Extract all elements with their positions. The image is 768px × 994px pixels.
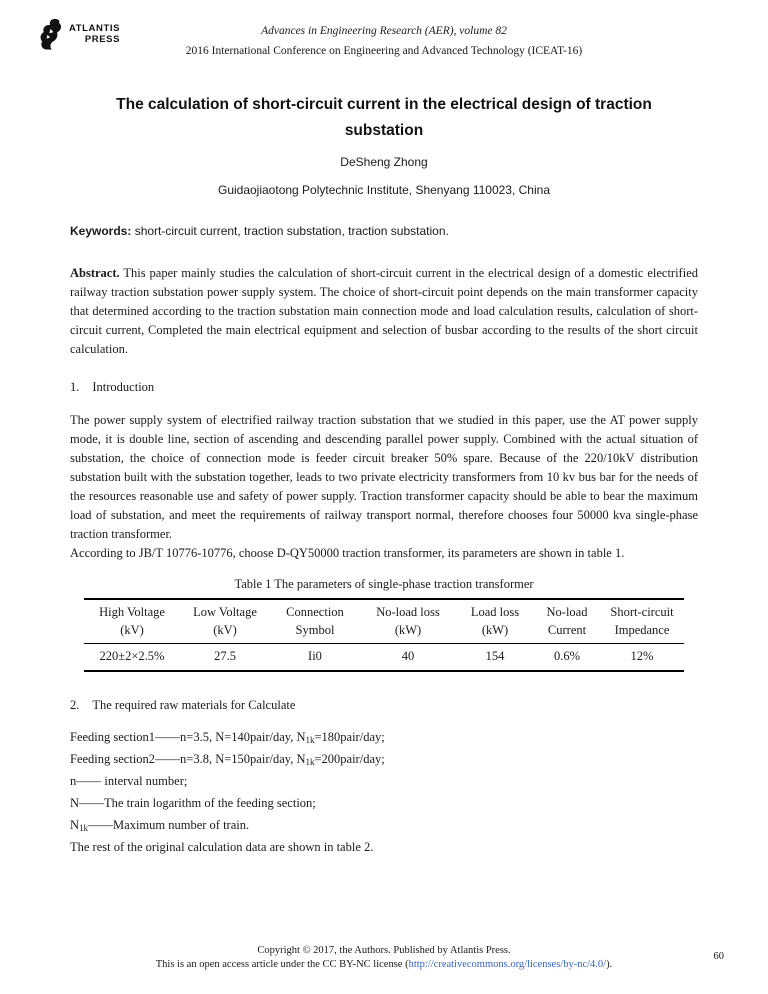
conference-title: 2016 International Conference on Engineering and Advanced Technology (ICEAT-16) <box>185 45 583 57</box>
abstract-paragraph <box>70 264 698 359</box>
column-header-low-voltage: Low Voltage (kV) <box>180 599 270 644</box>
keywords-line <box>70 224 698 238</box>
column-header-no-load-loss: No-load loss (kW) <box>360 599 456 644</box>
author-name: DeSheng Zhong <box>340 155 428 169</box>
cell-high-voltage: 220±2×2.5% <box>99 649 165 663</box>
article-content <box>70 92 698 860</box>
license-link[interactable]: http://creativecommons.org/licenses/by-nc/4.0/ <box>408 959 607 970</box>
paper-title <box>70 92 698 144</box>
copyright-line: Copyright © 2017, the Authors. Published by Atlantis Press. <box>257 945 511 956</box>
logo-wordmark <box>69 24 120 45</box>
abstract-label: Abstract. <box>70 266 120 280</box>
table-row <box>84 644 684 672</box>
definition-N-line: N——The train logarithm of the feeding section; <box>70 796 316 810</box>
abstract-text: This paper mainly studies the calculation of short-circuit current in the electrical design of a domestic electrified railway traction substation power supply system. The choice of short-circuit point depends on the main transformer capacity that determined according to the traction substation main connection mode and load calculation results, calculation of short-circuit current, Completed the main electrical equipment and selection of busbar according to the results of the short circuit calculation. <box>70 266 698 356</box>
author-affiliation: Guidaojiaotong Polytechnic Institute, Shenyang 110023, China <box>217 183 550 197</box>
logo-line-press: PRESS <box>84 33 121 45</box>
page-footer <box>0 944 768 972</box>
section-1-title: Introduction <box>92 380 155 394</box>
cell-no-load-current: 0.6% <box>553 649 581 663</box>
feeding-section-2-line: Feeding section2——n=3.8, N=150pair/day, $N_{1k}=200pair$/day; <box>70 752 385 767</box>
page-header <box>0 0 768 68</box>
keywords-text: short-circuit current, traction substation, traction substation. <box>131 224 449 238</box>
section-2-title: The required raw materials for Calculate <box>92 698 296 712</box>
table-1-caption: Table 1 The parameters of single-phase traction transformer <box>234 577 534 591</box>
column-header-high-voltage: High Voltage (kV) <box>84 599 180 644</box>
column-header-short-circuit-impedance: Short-circuit Impedance <box>600 599 684 644</box>
definition-n-line: n—— interval number; <box>70 774 188 788</box>
column-header-no-load-current: No-load Current <box>534 599 600 644</box>
section-1-heading <box>70 380 698 395</box>
paper-title-line2: substation <box>344 122 424 139</box>
page-number: 60 <box>713 951 724 962</box>
table-1 <box>84 598 684 672</box>
cell-load-loss: 154 <box>485 649 505 663</box>
cell-low-voltage: 27.5 <box>214 649 236 663</box>
section-1-paragraph-2: According to JB/T 10776-10776, choose D-QY50000 traction transformer, its parameters are shown in table 1. <box>70 546 625 560</box>
section-1-number: 1. <box>70 380 80 394</box>
logo-line-atlantis: ATLANTIS <box>69 23 121 34</box>
paper-title-line1: The calculation of short-circuit current in the electrical design of traction <box>116 96 652 113</box>
definition-N1k-line: $N_{1k}——Maximum$ number of train. <box>70 818 250 833</box>
license-line: This is an open access article under the CC BY-NC license (http://creativecommons.org/licenses/by-nc/4.0/). <box>155 959 613 970</box>
column-header-load-loss: Load loss (kW) <box>456 599 534 644</box>
calculation-data-lines <box>70 728 698 860</box>
table-2-reference-line: The rest of the original calculation data are shown in table 2. <box>70 840 374 854</box>
atlantis-press-logo <box>38 18 120 51</box>
cell-no-load-loss: 40 <box>401 649 415 663</box>
section-2-number: 2. <box>70 698 80 712</box>
cell-short-circuit-impedance: 12% <box>630 649 654 663</box>
journal-title: Advances in Engineering Research (AER), volume 82 <box>261 25 507 37</box>
section-1-paragraph-1: The power supply system of electrified railway traction substation that we studied in this paper, use the AT power supply mode, it is double line, section of ascending and descending parallel power supply. Combined with the actual situation of substation, the choice of connection mode is feeder circuit breaker 50% spare. Because of the 220/10kV distribution substation built with the substation together, leads to two private electricity transformers from 10 kv bus bar for the needs of the resources reasonable use and safety of power supply. Traction transformer capacity should be able to bear the maximum load of substation, and meet the requirements of railway transport normal, therefore chooses four 50000 kva single-phase traction transformer. <box>70 413 698 541</box>
feeding-section-1-line: Feeding section1——n=3.5, N=140pair/day, $N_{1k}=180pair$/day; <box>70 730 385 745</box>
keywords-label: Keywords: <box>70 224 132 238</box>
cell-connection-symbol: Ii0 <box>308 649 322 663</box>
section-2-heading <box>70 698 698 713</box>
table-1-header-row <box>84 599 684 644</box>
column-header-connection-symbol: Connection Symbol <box>270 599 360 644</box>
atlantis-zebra-icon <box>38 18 65 51</box>
